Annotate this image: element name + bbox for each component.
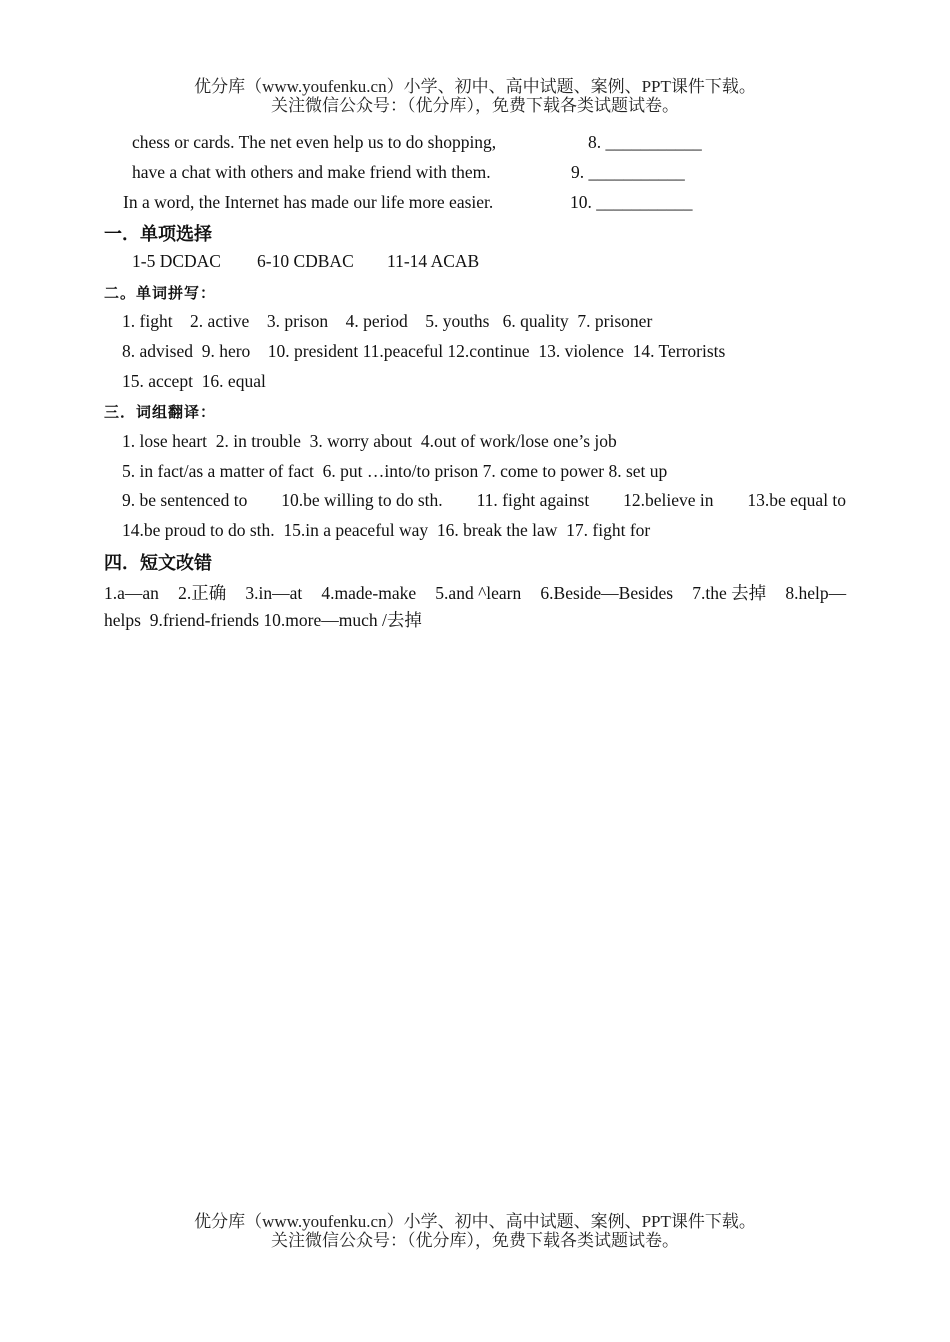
section-4-row-1 bbox=[104, 580, 846, 605]
correction-4: 4.made-make bbox=[321, 583, 417, 603]
correction-1: 1.a—an bbox=[104, 583, 159, 603]
section-1-answer-group-1: 1-5 DCDAC bbox=[132, 251, 221, 271]
correction-8: 8.help— bbox=[785, 583, 847, 603]
page-header bbox=[0, 77, 950, 115]
section-3-title: 三．词组翻译： bbox=[104, 403, 217, 421]
correction-7: 7.the 去掉 bbox=[692, 583, 767, 603]
section-4-title: 四．短文改错 bbox=[104, 553, 212, 574]
answer-blank-10: 10. ___________ bbox=[570, 192, 693, 212]
correction-3: 3.in—at bbox=[245, 583, 303, 603]
phrase-11: 11. fight against bbox=[476, 490, 590, 510]
section-1-answer-group-2: 6-10 CDBAC bbox=[257, 251, 354, 271]
section-3-row-3 bbox=[122, 490, 846, 511]
passage-line-3: In a word, the Internet has made our life more easier. bbox=[123, 192, 494, 212]
phrase-12: 12.believe in bbox=[623, 490, 714, 510]
page-footer bbox=[0, 1212, 950, 1250]
passage-line-2: have a chat with others and make friend with them. bbox=[132, 162, 491, 182]
section-3-row-4: 14.be proud to do sth. 15.in a peaceful way 16. break the law 17. fight for bbox=[122, 520, 651, 540]
correction-2: 2.正确 bbox=[178, 583, 227, 603]
header-line-1: 优分库（www.youfenku.cn）小学、初中、高中试题、案例、PPT课件下载。 bbox=[194, 77, 756, 96]
correction-5: 5.and ^learn bbox=[435, 583, 522, 603]
section-2-row-3: 15. accept 16. equal bbox=[122, 371, 266, 391]
answer-blank-8: 8. ___________ bbox=[588, 132, 702, 152]
footer-line-1: 优分库（www.youfenku.cn）小学、初中、高中试题、案例、PPT课件下载。 bbox=[194, 1212, 756, 1231]
correction-6: 6.Beside—Besides bbox=[540, 583, 674, 603]
phrase-13: 13.be equal to bbox=[747, 490, 847, 510]
answer-blank-9: 9. ___________ bbox=[571, 162, 685, 182]
section-1-answer-group-3: 11-14 ACAB bbox=[387, 251, 480, 271]
footer-line-2: 关注微信公众号：（优分库），免费下载各类试题试卷。 bbox=[271, 1231, 679, 1250]
section-2-row-1: 1. fight 2. active 3. prison 4. period 5. youths 6. quality 7. prisoner bbox=[122, 311, 653, 331]
phrase-9: 9. be sentenced to bbox=[122, 490, 248, 510]
section-4-row-2: helps 9.friend-friends 10.more—much /去掉 bbox=[104, 610, 422, 630]
passage-line-1: chess or cards. The net even help us to do shopping, bbox=[132, 132, 497, 152]
phrase-10: 10.be willing to do sth. bbox=[281, 490, 443, 510]
section-3-row-1: 1. lose heart 2. in trouble 3. worry about 4.out of work/lose one’s job bbox=[122, 431, 617, 451]
section-1-title: 一．单项选择 bbox=[104, 224, 212, 245]
section-2-row-2: 8. advised 9. hero 10. president 11.peaceful 12.continue 13. violence 14. Terrorists bbox=[122, 341, 726, 361]
header-line-2: 关注微信公众号：（优分库），免费下载各类试题试卷。 bbox=[271, 96, 679, 115]
section-2-title: 二。单词拼写： bbox=[104, 284, 217, 302]
section-3-row-2: 5. in fact/as a matter of fact 6. put …into/to prison 7. come to power 8. set up bbox=[122, 461, 668, 481]
